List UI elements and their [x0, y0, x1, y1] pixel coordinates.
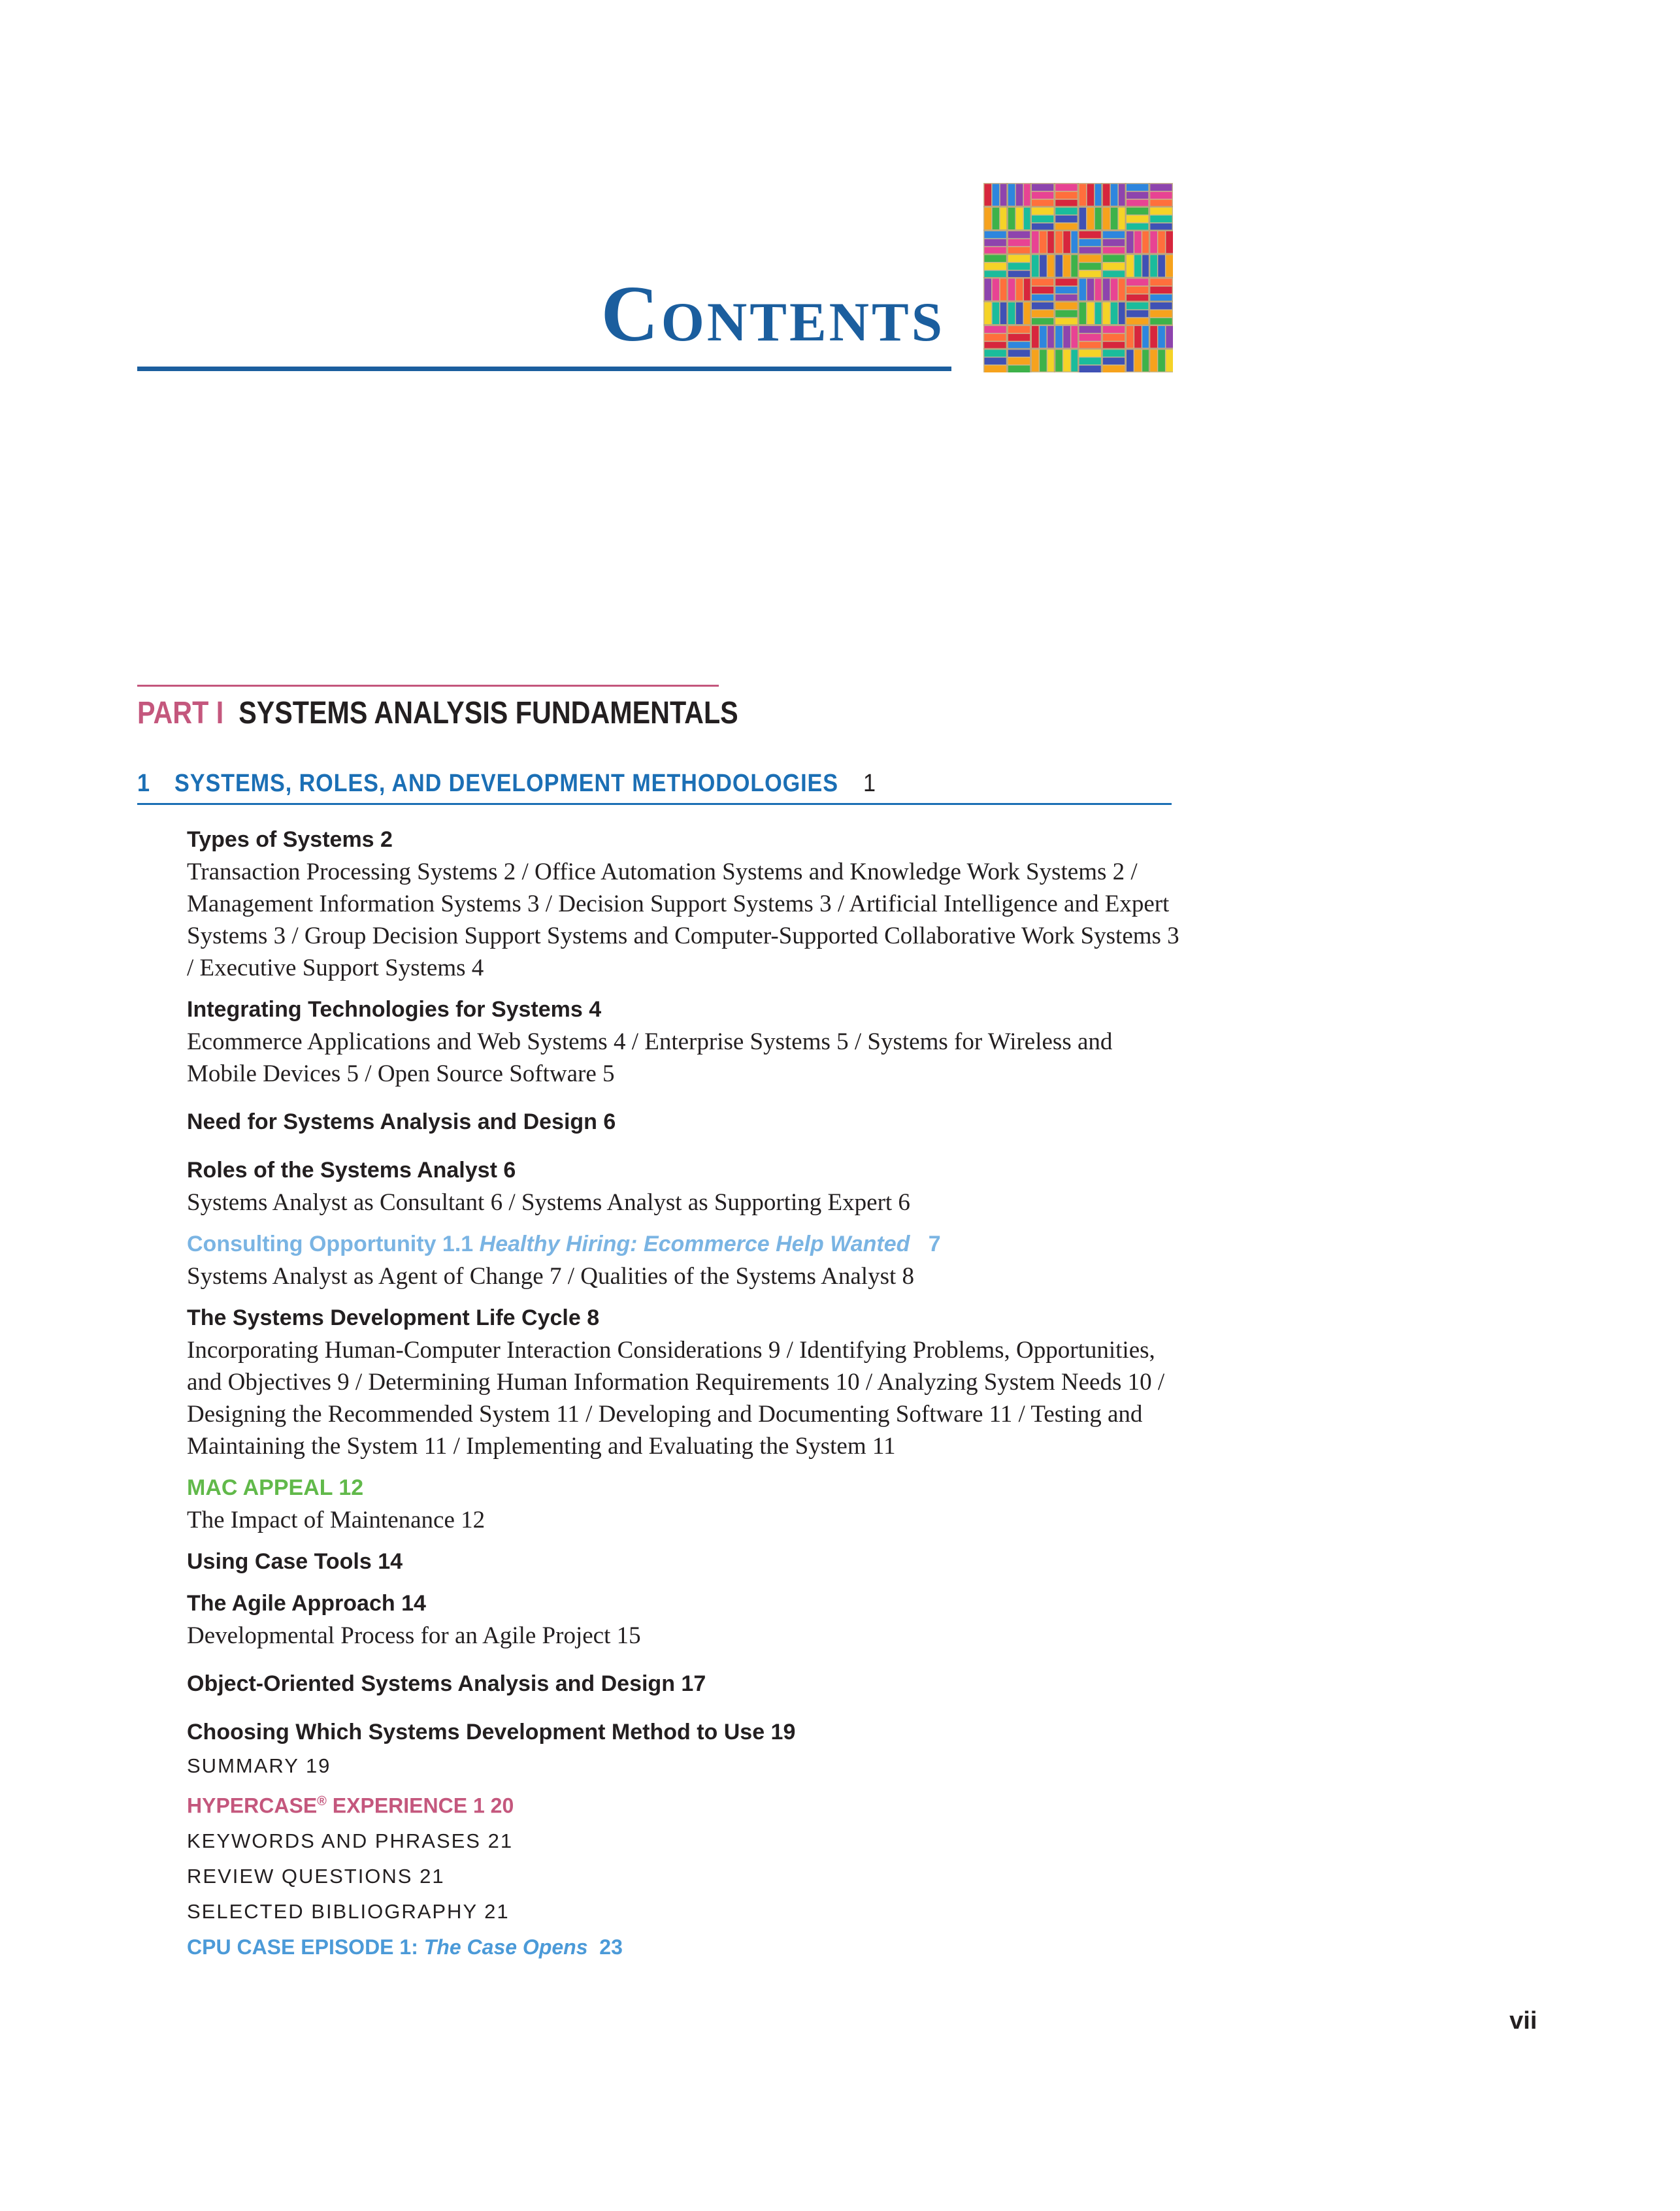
quilt-strip — [1150, 279, 1172, 286]
quilt-strip — [1008, 279, 1015, 301]
quilt-strip — [1079, 279, 1087, 301]
toc-mac-appeal[interactable]: MAC APPEAL 12 — [187, 1475, 364, 1500]
quilt-strip — [1103, 365, 1125, 372]
toc-heading-types-of-systems[interactable]: Types of Systems 2 — [187, 827, 393, 852]
quilt-strip — [1127, 279, 1148, 286]
quilt-strip — [1127, 216, 1148, 223]
toc-heading-case-tools[interactable]: Using Case Tools 14 — [187, 1549, 403, 1574]
toc-hypercase-experience[interactable] — [187, 1784, 1180, 1824]
quilt-strip — [1032, 255, 1039, 276]
quilt-strip — [1127, 326, 1134, 348]
quilt-strip — [985, 357, 1006, 365]
quilt-strip — [985, 239, 1006, 246]
quilt-strip — [985, 247, 1006, 254]
quilt-strip — [1103, 326, 1125, 333]
quilt-strip — [1032, 310, 1053, 318]
quilt-strip — [1032, 184, 1053, 191]
quilt-strip — [1079, 350, 1101, 357]
quilt-strip — [985, 263, 1006, 270]
quilt-strip — [1055, 326, 1062, 348]
quilt-strip — [1008, 365, 1030, 372]
quilt-strip — [1032, 223, 1053, 231]
quilt-strip — [1158, 350, 1165, 371]
toc-consulting-opportunity[interactable] — [187, 1228, 1180, 1260]
quilt-strip — [1071, 326, 1078, 348]
quilt-strip — [1079, 334, 1101, 341]
quilt-strip — [1032, 216, 1053, 223]
quilt-strip — [985, 303, 992, 324]
quilt-strip — [1008, 247, 1030, 254]
title-underline — [137, 367, 951, 371]
toc-entries — [187, 823, 1180, 1965]
chapter-heading[interactable] — [137, 768, 876, 798]
quilt-strip — [1158, 231, 1165, 253]
quilt-strip — [985, 326, 1006, 333]
quilt-strip — [1032, 208, 1053, 215]
quilt-strip — [1024, 279, 1031, 301]
quilt-strip — [1008, 263, 1030, 270]
quilt-strip — [1016, 279, 1023, 301]
quilt-strip — [1166, 350, 1173, 371]
quilt-strip — [1127, 255, 1134, 276]
quilt-strip — [1008, 208, 1015, 229]
quilt-strip — [985, 350, 1006, 357]
quilt-strip — [1150, 255, 1157, 276]
quilt-strip — [1087, 279, 1095, 301]
quilt-strip — [1127, 303, 1148, 310]
quilt-strip — [1103, 247, 1125, 254]
quilt-strip — [1079, 208, 1087, 229]
quilt-strip — [1008, 184, 1015, 206]
quilt-strip — [1103, 263, 1125, 270]
quilt-strip — [1150, 350, 1157, 371]
toc-subtopics-agile-approach: Developmental Process for an Agile Project 15 — [187, 1622, 641, 1649]
toc-summary[interactable]: SUMMARY 19 — [187, 1754, 331, 1777]
quilt-strip — [1127, 223, 1148, 231]
quilt-strip — [1000, 184, 1008, 206]
toc-heading-roles-of-analyst[interactable]: Roles of the Systems Analyst 6 — [187, 1158, 516, 1183]
quilt-strip — [1055, 287, 1077, 294]
quilt-strip — [1103, 357, 1125, 365]
quilt-strip — [1119, 279, 1126, 301]
toc-heading-need-for-analysis[interactable]: Need for Systems Analysis and Design 6 — [187, 1109, 616, 1134]
quilt-strip — [1055, 216, 1077, 223]
quilt-strip — [993, 303, 1000, 324]
quilt-strip — [993, 279, 1000, 301]
quilt-strip — [1142, 255, 1149, 276]
quilt-strip — [1008, 357, 1030, 365]
quilt-strip — [1000, 279, 1008, 301]
quilt-strip — [1095, 303, 1102, 324]
quilt-strip — [985, 334, 1006, 341]
quilt-strip — [1103, 303, 1110, 324]
chapter-title: SYSTEMS, ROLES, AND DEVELOPMENT METHODOLOGIES — [174, 770, 838, 797]
quilt-strip — [1150, 326, 1157, 348]
quilt-strip — [1127, 208, 1148, 215]
quilt-strip — [1008, 255, 1030, 262]
quilt-strip — [1032, 318, 1053, 325]
quilt-strip — [1111, 279, 1118, 301]
cpu-title: The Case Opens — [423, 1935, 588, 1959]
quilt-strip — [985, 342, 1006, 349]
quilt-strip — [1079, 342, 1101, 349]
quilt-strip — [1055, 350, 1062, 371]
quilt-strip — [1032, 303, 1053, 310]
cpu-label: CPU CASE EPISODE 1: — [187, 1935, 418, 1959]
quilt-strip — [1127, 184, 1148, 191]
quilt-strip — [1079, 326, 1101, 333]
quilt-strip — [1071, 350, 1078, 371]
quilt-strip — [1095, 208, 1102, 229]
quilt-strip — [1127, 295, 1148, 302]
toc-heading-integrating-technologies[interactable]: Integrating Technologies for Systems 4 — [187, 997, 602, 1022]
quilt-strip — [993, 208, 1000, 229]
quilt-strip — [1150, 208, 1172, 215]
quilt-strip — [1087, 303, 1095, 324]
quilt-strip — [1055, 310, 1077, 318]
quilt-strip — [1103, 334, 1125, 341]
toc-subtopics-sdlc: Incorporating Human-Computer Interaction Considerations 9 / Identifying Problems, Opportunities, and Objectives 9 / Determining Human Information Requirements 10 / Analyzing System Needs 10 / Designing the Recommended System 11 / Developing and Documenting Software 11 / Testing and Maintaining the System 11 / Implementing and Evaluating the System 11 — [187, 1337, 1165, 1460]
quilt-strip — [1111, 184, 1118, 206]
quilt-strip — [1024, 303, 1031, 324]
quilt-strip — [1008, 231, 1030, 238]
quilt-strip — [1142, 326, 1149, 348]
quilt-strip — [1047, 231, 1055, 253]
part-heading — [137, 695, 738, 732]
quilt-strip — [1150, 310, 1172, 318]
quilt-strip — [1111, 208, 1118, 229]
quilt-strip — [1079, 357, 1101, 365]
consulting-page: 7 — [928, 1232, 941, 1256]
quilt-strip — [1127, 287, 1148, 294]
quilt-strip — [1055, 318, 1077, 325]
toc-keywords[interactable]: KEYWORDS AND PHRASES 21 — [187, 1829, 514, 1852]
quilt-strip — [1079, 247, 1101, 254]
quilt-strip — [1103, 270, 1125, 278]
quilt-strip — [1079, 239, 1101, 246]
quilt-strip — [1158, 326, 1165, 348]
quilt-strip — [1063, 326, 1070, 348]
quilt-strip — [1103, 350, 1125, 357]
consulting-case-title: Healthy Hiring: Ecommerce Help Wanted — [479, 1232, 910, 1256]
quilt-strip — [1103, 279, 1110, 301]
quilt-strip — [985, 279, 992, 301]
quilt-strip — [1008, 334, 1030, 341]
quilt-strip — [1142, 350, 1149, 371]
quilt-strip — [1008, 239, 1030, 246]
quilt-strip — [1150, 223, 1172, 231]
quilt-strip — [1055, 231, 1062, 253]
quilt-strip — [1150, 287, 1172, 294]
quilt-strip — [1079, 365, 1101, 372]
page-number: vii — [1509, 2007, 1538, 2035]
toc-subtopics-roles-of-analyst: Systems Analyst as Consultant 6 / Systems Analyst as Supporting Expert 6 — [187, 1189, 910, 1216]
quilt-strip — [1040, 255, 1047, 276]
quilt-strip — [1047, 326, 1055, 348]
quilt-strip — [1134, 255, 1142, 276]
quilt-strip — [1071, 231, 1078, 253]
quilt-strip — [1103, 239, 1125, 246]
registered-mark: ® — [317, 1794, 327, 1809]
quilt-strip — [1119, 208, 1126, 229]
quilt-strip — [1008, 303, 1015, 324]
chapter-page: 1 — [863, 770, 876, 797]
part-title: SYSTEMS ANALYSIS FUNDAMENTALS — [239, 696, 738, 730]
quilt-strip — [1095, 279, 1102, 301]
quilt-strip — [1008, 326, 1030, 333]
quilt-strip — [985, 270, 1006, 278]
quilt-strip — [1032, 192, 1053, 199]
quilt-strip — [1127, 310, 1148, 318]
quilt-strip — [1079, 231, 1101, 238]
quilt-strip — [1040, 350, 1047, 371]
quilt-strip — [1079, 270, 1101, 278]
quilt-strip — [1166, 231, 1173, 253]
quilt-strip — [1134, 326, 1142, 348]
quilt-pattern-icon — [983, 183, 1173, 372]
quilt-strip — [1055, 184, 1077, 191]
part-label: PART I — [137, 696, 224, 730]
quilt-strip — [1103, 184, 1110, 206]
toc-review-questions[interactable]: REVIEW QUESTIONS 21 — [187, 1864, 445, 1888]
chapter-rule — [137, 803, 1172, 805]
quilt-strip — [1032, 279, 1053, 286]
quilt-strip — [1032, 350, 1039, 371]
cpu-page: 23 — [599, 1935, 623, 1959]
quilt-strip — [1103, 208, 1110, 229]
quilt-strip — [1055, 200, 1077, 207]
quilt-strip — [1150, 303, 1172, 310]
quilt-strip — [1150, 200, 1172, 207]
quilt-strip — [1127, 350, 1134, 371]
toc-heading-choosing-method[interactable]: Choosing Which Systems Development Method to Use 19 — [187, 1720, 796, 1744]
chapter-number: 1 — [137, 770, 150, 797]
quilt-strip — [1016, 208, 1023, 229]
quilt-strip — [1127, 200, 1148, 207]
quilt-strip — [1079, 255, 1101, 262]
quilt-strip — [1024, 208, 1031, 229]
quilt-strip — [1032, 200, 1053, 207]
quilt-strip — [1103, 255, 1125, 262]
quilt-strip — [1079, 303, 1087, 324]
quilt-strip — [1063, 231, 1070, 253]
quilt-strip — [1103, 231, 1125, 238]
quilt-strip — [1158, 255, 1165, 276]
toc-heading-agile-approach[interactable]: The Agile Approach 14 — [187, 1591, 426, 1616]
quilt-strip — [985, 231, 1006, 238]
quilt-strip — [1032, 231, 1039, 253]
quilt-strip — [1079, 263, 1101, 270]
quilt-strip — [1071, 255, 1078, 276]
quilt-strip — [1150, 295, 1172, 302]
quilt-strip — [1024, 184, 1031, 206]
toc-subtopics-integrating-technologies: Ecommerce Applications and Web Systems 4 / Enterprise Systems 5 / Systems for Wireless and Mobile Devices 5 / Open Source Software 5 — [187, 1028, 1113, 1087]
quilt-strip — [1047, 350, 1055, 371]
consulting-label: Consulting Opportunity 1.1 — [187, 1232, 474, 1256]
quilt-strip — [993, 184, 1000, 206]
quilt-strip — [1134, 350, 1142, 371]
hypercase-brand: HYPERCASE — [187, 1793, 318, 1818]
quilt-strip — [1055, 279, 1077, 286]
quilt-strip — [1047, 255, 1055, 276]
hypercase-rest: EXPERIENCE 1 20 — [326, 1793, 514, 1818]
quilt-strip — [1150, 184, 1172, 191]
quilt-strip — [1134, 231, 1142, 253]
quilt-strip — [1087, 184, 1095, 206]
quilt-strip — [985, 208, 992, 229]
quilt-strip — [1016, 184, 1023, 206]
quilt-strip — [1166, 326, 1173, 348]
toc-bibliography[interactable]: SELECTED BIBLIOGRAPHY 21 — [187, 1899, 510, 1923]
quilt-strip — [1032, 287, 1053, 294]
toc-heading-object-oriented[interactable]: Object-Oriented Systems Analysis and Design 17 — [187, 1671, 706, 1696]
quilt-strip — [1032, 326, 1039, 348]
quilt-strip — [1008, 342, 1030, 349]
quilt-strip — [1055, 295, 1077, 302]
toc-cpu-case[interactable] — [187, 1929, 1180, 1965]
quilt-strip — [1040, 231, 1047, 253]
quilt-strip — [1119, 303, 1126, 324]
quilt-strip — [1016, 303, 1023, 324]
quilt-strip — [1055, 303, 1077, 310]
quilt-strip — [1095, 184, 1102, 206]
quilt-strip — [1000, 303, 1008, 324]
quilt-strip — [1008, 270, 1030, 278]
quilt-strip — [1063, 255, 1070, 276]
quilt-strip — [1150, 318, 1172, 325]
quilt-strip — [1111, 303, 1118, 324]
quilt-strip — [1150, 216, 1172, 223]
part-rule — [137, 685, 719, 687]
quilt-strip — [1055, 255, 1062, 276]
quilt-strip — [1032, 295, 1053, 302]
quilt-strip — [1166, 255, 1173, 276]
quilt-strip — [1008, 350, 1030, 357]
quilt-strip — [1142, 231, 1149, 253]
quilt-strip — [1040, 326, 1047, 348]
quilt-strip — [1079, 184, 1087, 206]
page-title: Contents — [601, 270, 945, 358]
quilt-strip — [985, 255, 1006, 262]
toc-heading-sdlc[interactable]: The Systems Development Life Cycle 8 — [187, 1305, 600, 1330]
toc-subtopics-agent-of-change: Systems Analyst as Agent of Change 7 / Qualities of the Systems Analyst 8 — [187, 1263, 915, 1290]
quilt-strip — [1150, 231, 1157, 253]
quilt-strip — [1055, 223, 1077, 231]
quilt-strip — [1063, 350, 1070, 371]
quilt-strip — [1119, 184, 1126, 206]
quilt-strip — [1127, 192, 1148, 199]
quilt-strip — [985, 184, 992, 206]
quilt-strip — [1127, 231, 1134, 253]
quilt-strip — [1103, 342, 1125, 349]
quilt-strip — [1127, 318, 1148, 325]
toc-subtopics-maintenance: The Impact of Maintenance 12 — [187, 1507, 486, 1533]
quilt-strip — [1055, 208, 1077, 215]
quilt-strip — [985, 365, 1006, 372]
quilt-strip — [1150, 192, 1172, 199]
quilt-strip — [1087, 208, 1095, 229]
quilt-strip — [1055, 192, 1077, 199]
quilt-strip — [1000, 208, 1008, 229]
toc-subtopics-types-of-systems: Transaction Processing Systems 2 / Office Automation Systems and Knowledge Work Systems 2 / Management Information Systems 3 / Decision Support Systems 3 / Artificial Intelligence and Expert Systems 3 / Group Decision Support Systems and Computer-Supported Collaborative Work Systems 3 / Executive Support Systems 4 — [187, 859, 1179, 981]
